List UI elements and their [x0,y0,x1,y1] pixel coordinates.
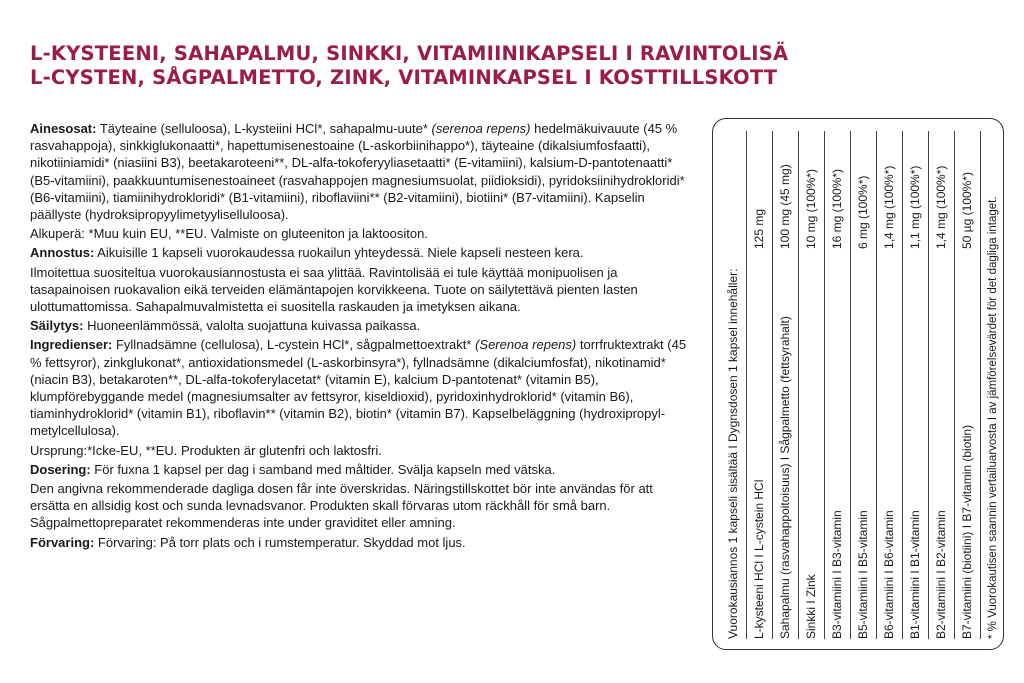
nutrient-name: L-kysteeni HCl I L-cystein HCl [752,479,766,639]
sv-dosage [30,461,690,478]
nutrition-row [825,131,851,639]
sv-ingredients-label: Ingredienser: [30,337,113,353]
fi-ingredients-label: Ainesosat: [30,121,97,136]
nutrition-row [903,131,929,639]
nutrient-name: Sahapalmu (rasvahappoitoisuus) I Sågpalmetto (fettsyrahalt) [778,316,792,639]
fi-ingredients [30,120,690,223]
nutrition-row [747,131,773,639]
product-titles [30,42,1010,90]
sv-warning: Den angivna rekommenderade dagliga dosen får inte överskridas. Näringstillskottet bör inte användas för att ersätta en allsidig kost och sunda levnadsvanor. Produkten skall förvaras utom räckhåll för små barn. Sågpalmettopreparatet rekommenderas inte under graviditet eller amning. [30,481,653,531]
nutrition-header [721,131,747,639]
sv-storage [30,534,690,551]
sv-ingredients-latin: (Serenoa repens) [475,337,577,353]
nutrient-value: 1,4 mg (100%*) [882,165,896,249]
nutrient-name: B2-vitamiini I B2-vitamin [934,510,948,639]
nutrition-table [721,131,1001,639]
title-swedish: L-CYSTEN, SÅGPALMETTO, ZINK, VITAMINKAPSEL I KOSTTILLSKOTT [30,66,778,89]
nutrient-value: 10 mg (100%*) [804,168,818,249]
label-text [30,120,690,551]
fi-storage [30,317,690,334]
sv-storage-text: Förvaring: På torr plats och i rumstemperatur. Skyddad mot ljus. [94,534,466,550]
fi-origin: Alkuperä: *Muu kuin EU, **EU. Valmiste on gluteeniton ja laktoositon. [30,226,428,242]
sv-ingredients [30,336,690,439]
sv-ingredients-text-a: Fyllnadsämne (cellulosa), L-cystein HCl*, sågpalmettoextrakt* [112,337,476,353]
sv-storage-label: Förvaring: [30,534,95,550]
fi-dosage [30,244,690,261]
fi-storage-text: Huoneenlämmössä, valolta suojattuna kuivassa paikassa. [83,318,421,334]
nutrient-name: B7-vitamiini (biotiini) I B7-vitamin (biotin) [960,424,974,639]
nutrient-value: 125 mg [752,208,766,249]
nutrient-value: 6 mg (100%*) [856,175,870,249]
nutrient-value: 50 µg (100%*) [960,172,974,249]
nutrient-name: B5-vitamiini I B5-vitamin [856,510,870,639]
nutrition-row [929,131,955,639]
nutrition-row [851,131,877,639]
fi-dosage-text: Aikuisille 1 kapseli vuorokaudessa ruokailun yhteydessä. Niele kapseli nesteen kera. [94,245,584,261]
sv-origin: Ursprung:*Icke-EU, **EU. Produkten är glutenfri och laktosfri. [30,442,382,458]
fi-ingredients-text-a: Täyteaine (selluloosa), L-kysteiini HCl*, sahapalmu-uute* [96,121,432,136]
fi-storage-label: Säilytys: [30,318,84,334]
nutrition-row [773,131,799,639]
nutrition-panel [712,118,1004,650]
nutrition-footnote: * % Vuorokautisen saannin vertailuarvosta I av jämförelsevärdet för det dagliga intaget. [987,196,999,639]
sv-dosage-label: Dosering: [30,461,91,477]
nutrient-value: 1,1 mg (100%*) [908,165,922,249]
nutrition-header-text: Vuorokausiannos 1 kapseli sisältää I Dygnsdosen 1 kapsel innehåller: [726,268,740,639]
nutrient-value: 1,4 mg (100%*) [934,165,948,249]
sv-ingredients-text-b: torrfruktextrakt (45 % fettsyror), zinkglukonat*, antioxidationsmedel (L-askorbinsyra*), fyllnadsämne (dikalciumfosfat), nikotinamid* (niacin B3), betakaroten**, DL-alfa-tokoferylacetat* (vitamin E), kalcium D-pantotenat* (vitamin B5), klumpförebyggande medel (magnesiumsalter av fettsyror, kiseldioxid), pyridoxinhydroklorid* (vitamin B6), tiaminhydroklorid* (vitamin B1), riboflavin** (vitamin B2), biotin* (vitamin B7). Kapselbeläggning (hydroxipropyl-metylcellulosa). [30,337,687,439]
fi-ingredients-latin: (serenoa repens) [431,121,531,136]
nutrient-name: B3-vitamiini I B3-vitamin [830,510,844,639]
nutrient-name: B6-vitamiini I B6-vitamin [882,510,896,639]
nutrient-name: B1-vitamiini I B1-vitamin [908,510,922,639]
nutrition-row [955,131,981,639]
title-finnish: L-KYSTEENI, SAHAPALMU, SINKKI, VITAMIINIKAPSELI I RAVINTOLISÄ [30,42,789,65]
sv-dosage-text: För fuxna 1 kapsel per dag i samband med måltider. Svälja kapseln med vätska. [90,461,556,477]
nutrient-value: 16 mg (100%*) [830,168,844,249]
fi-ingredients-text-b: hedelmäkuivauute (45 % rasvahappoja), sinkkiglukonaatti*, hapettumisenestoaine (L-askorbiinihappo*), täyteaine (dikalsiumfosfaatti), nikotiiniamidi* (niasiini B3), beetakaroteeni**, DL-alfa-tokoferyyliasetaatti* (E-vitamiini), kalsium-D-pantotenaatti* (B5-vitamiini), paakkuuntumisenestoaineet (rasvahappojen magnesiumsuolat, piidioksidi), pyridoksiinihydrokloridi* (B6-vitamiini), tiamiinihydrokloridi* (B1-vitamiini), riboflaviini** (B2-vitamiini), biotiini* (B7-vitamiini). Kapselin päällyste (hydroksipropyylimetyyliselluloosa). [30,121,685,223]
nutrition-row [799,131,825,639]
nutrient-value: 100 mg (45 mg) [778,164,792,249]
nutrition-panel-rotated [713,119,1005,651]
fi-dosage-label: Annostus: [30,245,95,261]
nutrition-row [877,131,903,639]
fi-warning: Ilmoitettua suositeltua vuorokausiannostusta ei saa ylittää. Ravintolisää ei tule käyttää monipuolisen ja tasapainoisen ruokavalion eikä terveiden elämäntapojen korvikkeena. Tuote on säilytettävä pienten lasten ulottumattomissa. Sahapalmuvalmistetta ei suositella raskauden ja imetyksen aikana. [30,264,638,315]
nutrient-name: Sinkki I Zink [804,574,818,639]
